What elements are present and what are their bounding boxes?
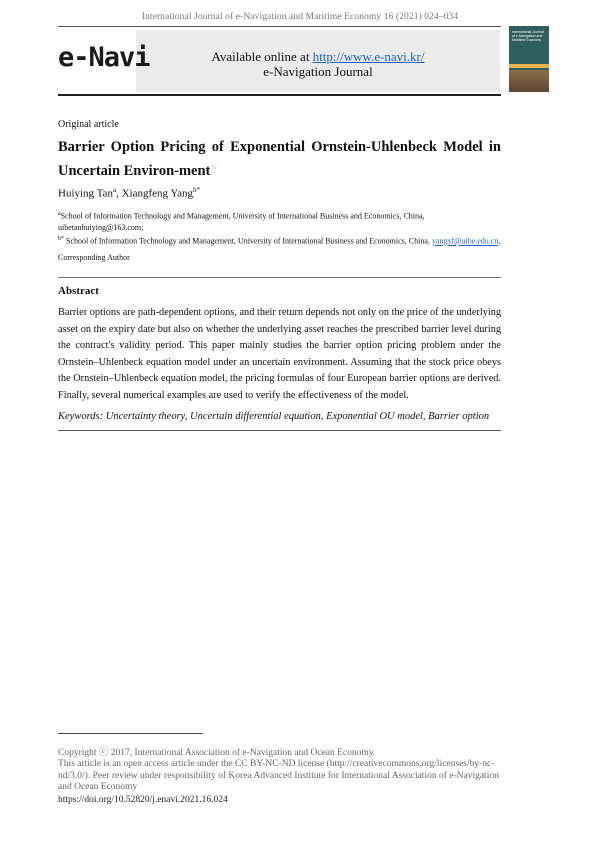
footnote-rule (58, 733, 203, 734)
article-title (58, 137, 501, 181)
copyright-notice: Copyright ⓒ 2017, International Association of e-Navigation and Ocean Economy. (58, 748, 376, 758)
abstract-heading: Abstract (58, 285, 99, 297)
author-name: Huiying Tan (58, 187, 113, 200)
title-text: Barrier Option Pricing of Exponential Ornstein-Uhlenbeck Model in Uncertain Environ-ment (58, 139, 501, 179)
author-affil-mark: a (112, 186, 117, 194)
article-type: Original article (58, 119, 119, 130)
title-footnote-mark: ☆ (210, 162, 218, 171)
logo-text: e-Navi (58, 42, 150, 73)
author-name: Xiangfeng Yang (121, 187, 194, 200)
cover-stripe (509, 64, 549, 68)
journal-name: e-Navigation Journal (263, 64, 373, 79)
license-notice: This article is an open access article under the CC BY-NC-ND license (http://creativecommons.org/licenses/by-nc-nd/3.0/). Peer review under responsibility of Korea Advanced Institute for International Association of e-Navigation and Ocean Economy (58, 759, 499, 792)
abstract-body: Barrier options are path-dependent options, and their return depends not only on the price of the underlying asset on the expiry date but also on whether the underlying asset reaches the prescribed barrier level during the contract's validity period. This paper mainly studies the barrier option pricing problem under the Ornstein–Uhlenbeck equation model under an uncertain environment. Assuming that the stock price obeys the Ornstein–Uhlenbeck equation model, the pricing formulas of four European barrier options are derived. Finally, several numerical examples are used to verify the effectiveness of the model. (58, 307, 501, 401)
corresponding-email-link[interactable]: yangxf@uibe.edu.cn (431, 236, 499, 246)
affil-mark: a (58, 211, 61, 217)
author-affil-mark: b* (193, 186, 201, 194)
author-list (58, 186, 200, 200)
header-rule (58, 26, 501, 27)
affiliation-a (58, 209, 501, 233)
author-separator: , (116, 187, 122, 200)
doi-link[interactable]: https://doi.org/10.52820/j.enavi.2021.16.024 (58, 795, 228, 805)
availability-prefix: Available online at (211, 49, 313, 64)
affil-mark: b* (58, 236, 64, 242)
affiliation-b (58, 231, 501, 266)
cover-photo (509, 70, 549, 92)
journal-url-link[interactable]: http://www.e-navi.kr/ (312, 49, 425, 64)
journal-cover-image (509, 26, 549, 92)
affil-text: School of Information Technology and Management, University of International Business and Economics, China, (64, 236, 432, 246)
cover-title: International Journal of e-Navigation and Maritime Economy (512, 30, 544, 42)
availability-text (136, 49, 500, 79)
keywords: Keywords: Uncertainty theory, Uncertain differential equation, Exponential OU model, Barrier option (58, 411, 490, 422)
header-thick-rule (58, 94, 501, 96)
journal-header-line: International Journal of e-Navigation and Maritime Economy 16 (2021) 024–034 (141, 12, 459, 22)
affil-text: School of Information Technology and Management, University of International Business and Economics, China, uibetanhuiying@163.com; (58, 211, 425, 232)
abstract-top-rule (58, 277, 501, 278)
keywords-rule (58, 430, 501, 431)
affil-suffix: , Corresponding Author (58, 236, 501, 262)
